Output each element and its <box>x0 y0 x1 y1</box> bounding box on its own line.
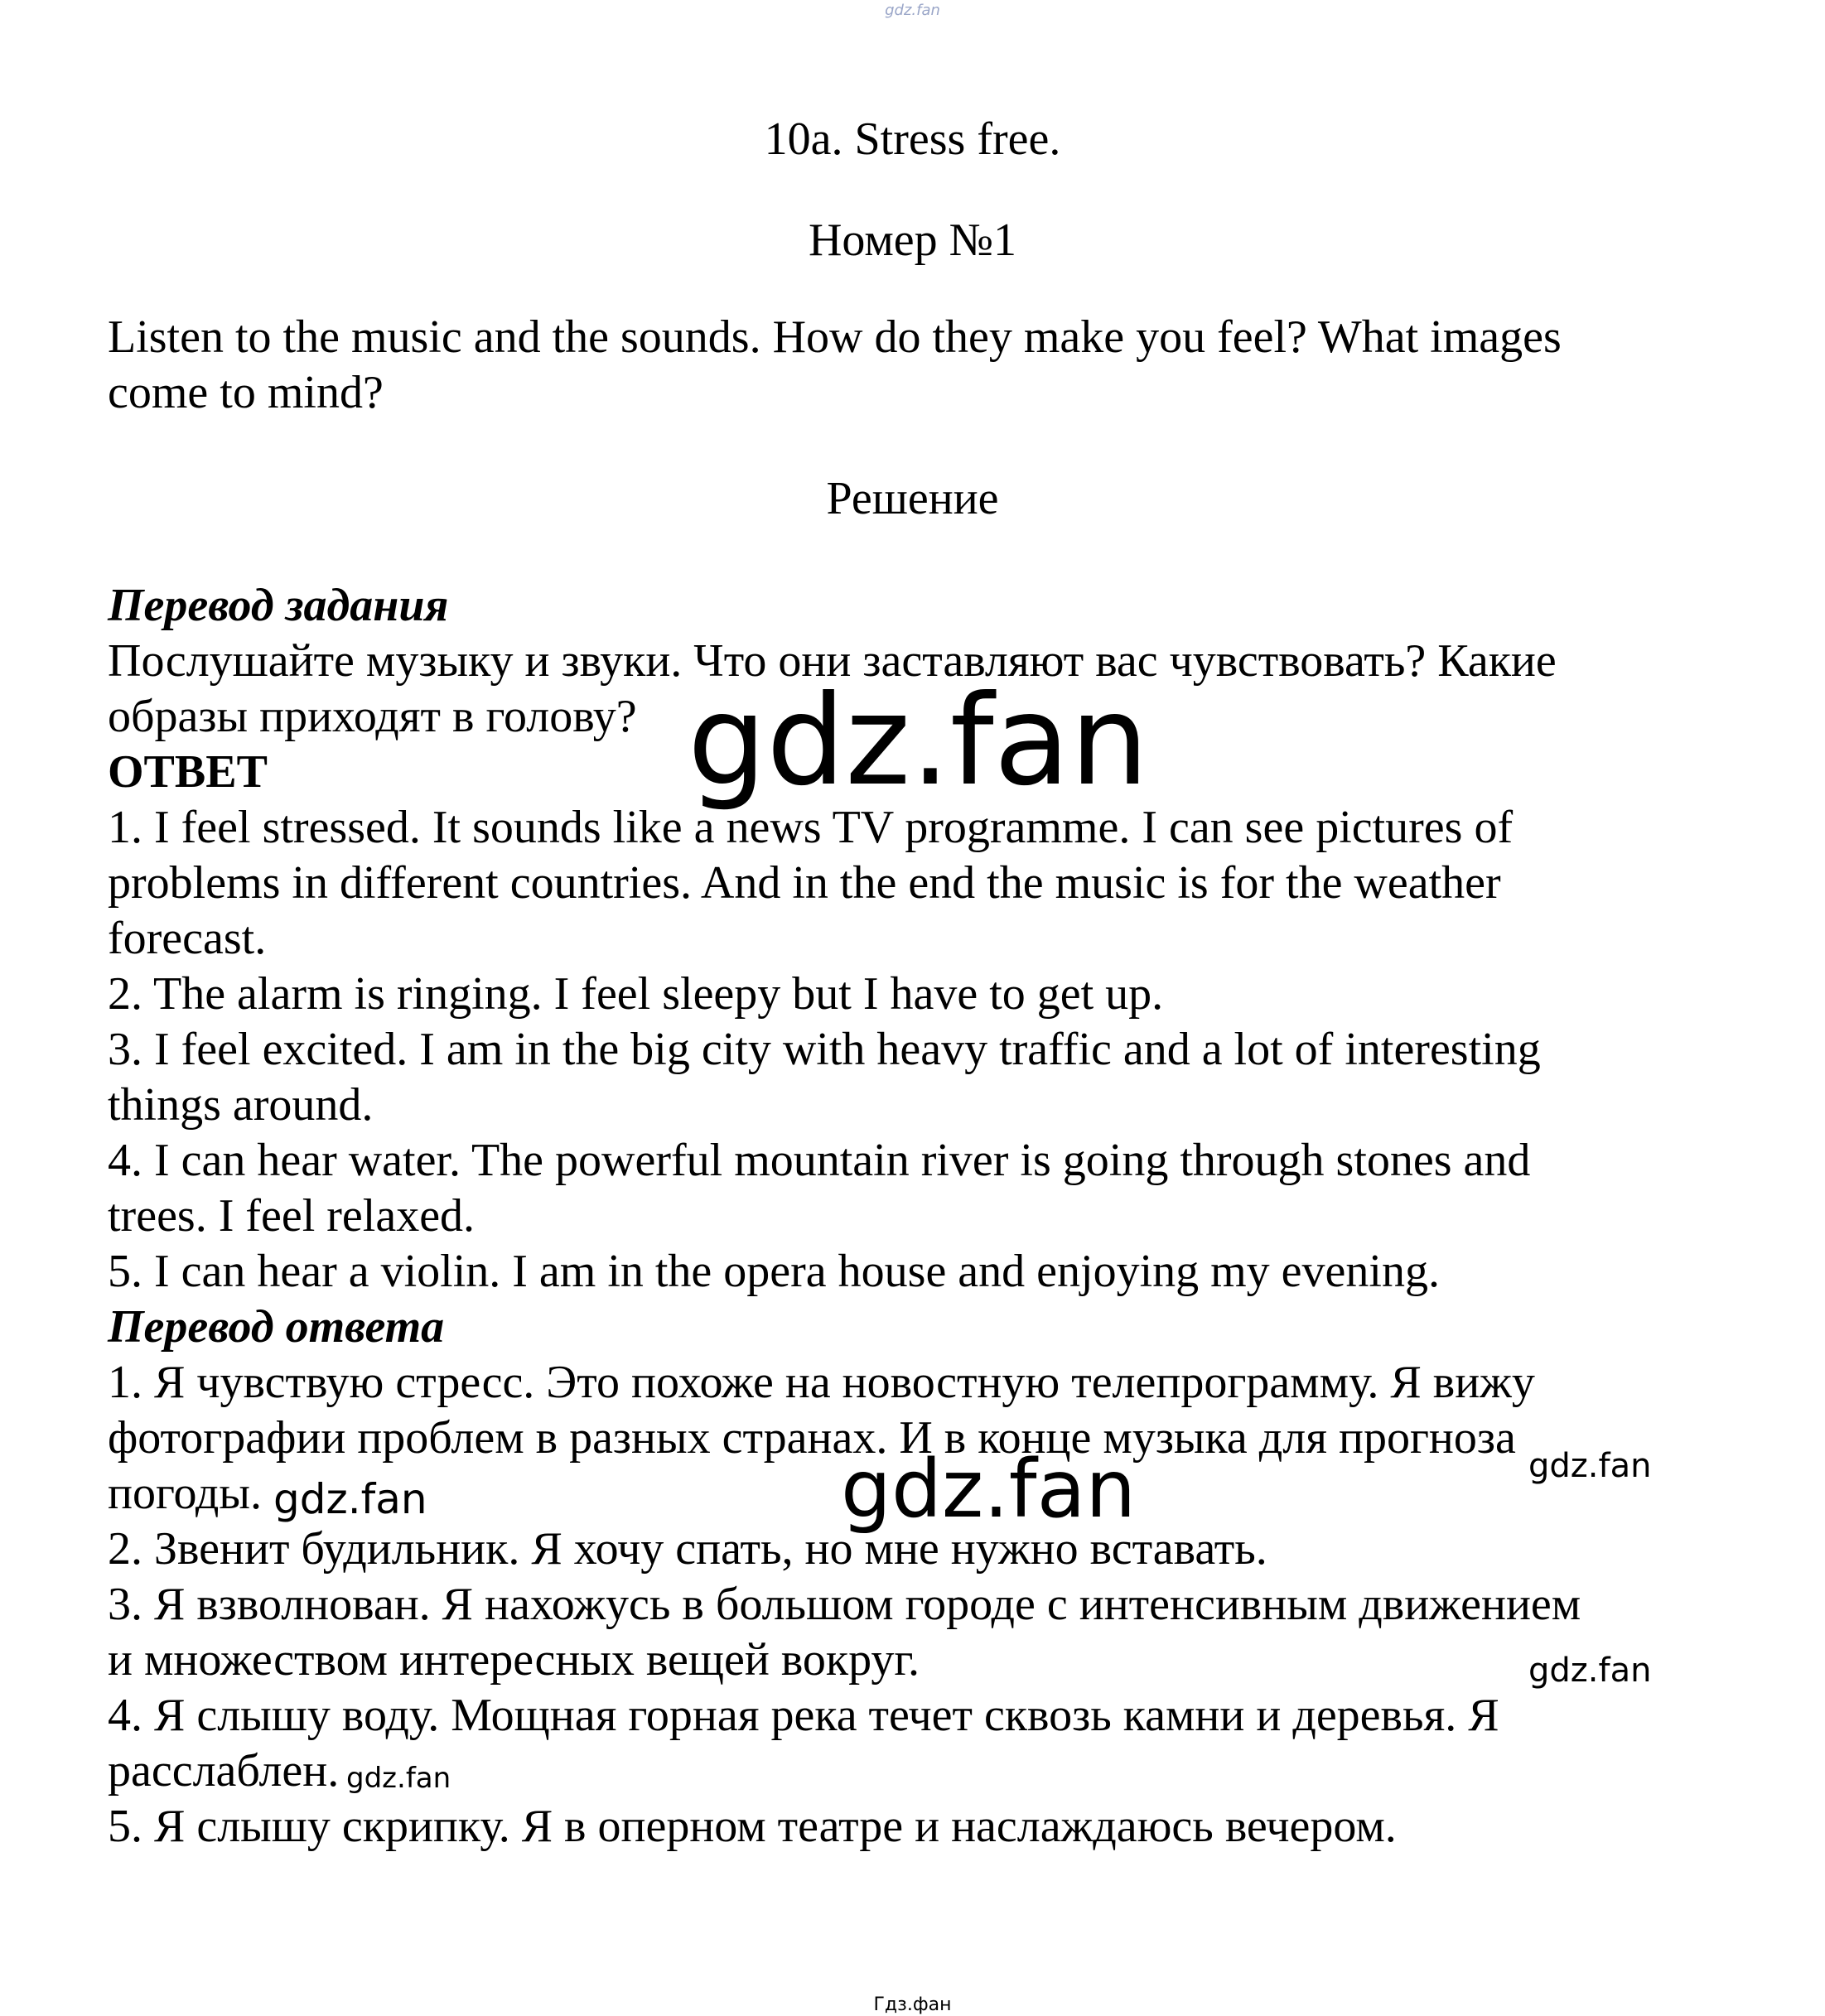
answer-heading: ОТВЕТ <box>108 746 268 798</box>
answer-translation-line: 2. Звенит будильник. Я хочу спать, но мне нужно вставать. <box>108 1523 1267 1575</box>
answer-line: 2. The alarm is ringing. I feel sleepy but I have to get up. <box>108 968 1164 1020</box>
task-translation-line: образы приходят в голову? <box>108 691 637 742</box>
top-watermark: gdz.fan <box>885 2 940 19</box>
task-text <box>108 310 1731 421</box>
task-translation-heading: Перевод задания <box>108 580 449 631</box>
answer-line: problems in different countries. And in the end the music is for the weather <box>108 857 1501 909</box>
answer-translation-heading: Перевод ответа <box>108 1301 445 1353</box>
answer-translation-line: 5. Я слышу скрипку. Я в оперном театре и наслаждаюсь вечером. <box>108 1801 1397 1852</box>
task-translation-line: Послушайте музыку и звуки. Что они заставляют вас чувствовать? Какие <box>108 635 1557 687</box>
watermark-large: gdz.fan <box>841 1443 1137 1536</box>
watermark-inline: gdz.fan <box>273 1475 427 1523</box>
answer-line: 1. I feel stressed. It sounds like a news TV programme. I can see pictures of <box>108 802 1514 853</box>
answer-line: forecast. <box>108 913 267 964</box>
answer-translation-line: расслаблен. <box>108 1745 340 1797</box>
solution-heading: Решение <box>826 473 999 524</box>
answer-translation-line: погоды. <box>108 1468 263 1519</box>
page-title: 10a. Stress free. <box>764 113 1061 165</box>
watermark-side: gdz.fan <box>1528 1447 1652 1485</box>
watermark-large: gdz.fan <box>688 669 1149 813</box>
answer-line: things around. <box>108 1079 374 1131</box>
answer-translation-line: 3. Я взволнован. Я нахожусь в большом городе с интенсивным движением <box>108 1579 1581 1630</box>
task-line: Listen to the music and the sounds. How do they make you feel? What images <box>108 311 1562 363</box>
answer-translation-line: 1. Я чувствую стресс. Это похоже на новостную телепрограмму. Я вижу <box>108 1357 1535 1408</box>
answer-translation-line: и множеством интересных вещей вокруг. <box>108 1634 920 1686</box>
answer-line: trees. I feel relaxed. <box>108 1190 476 1242</box>
watermark-inline: gdz.fan <box>346 1762 451 1795</box>
watermark-side: gdz.fan <box>1528 1652 1652 1690</box>
answer-translation-line: 4. Я слышу воду. Мощная горная река течет сквозь камни и деревья. Я <box>108 1690 1499 1741</box>
answer-line: 4. I can hear water. The powerful mountain river is going through stones and <box>108 1135 1531 1186</box>
footer-watermark: Гдз.фан <box>873 1994 952 2015</box>
answer-line: 3. I feel excited. I am in the big city with heavy traffic and a lot of interesting <box>108 1024 1541 1075</box>
task-line: come to mind? <box>108 367 384 418</box>
answer-translation-line: фотографии проблем в разных странах. И в конце музыка для прогноза <box>108 1412 1516 1464</box>
exercise-number: Номер №1 <box>808 215 1017 266</box>
answer-line: 5. I can hear a violin. I am in the opera house and enjoying my evening. <box>108 1246 1440 1297</box>
